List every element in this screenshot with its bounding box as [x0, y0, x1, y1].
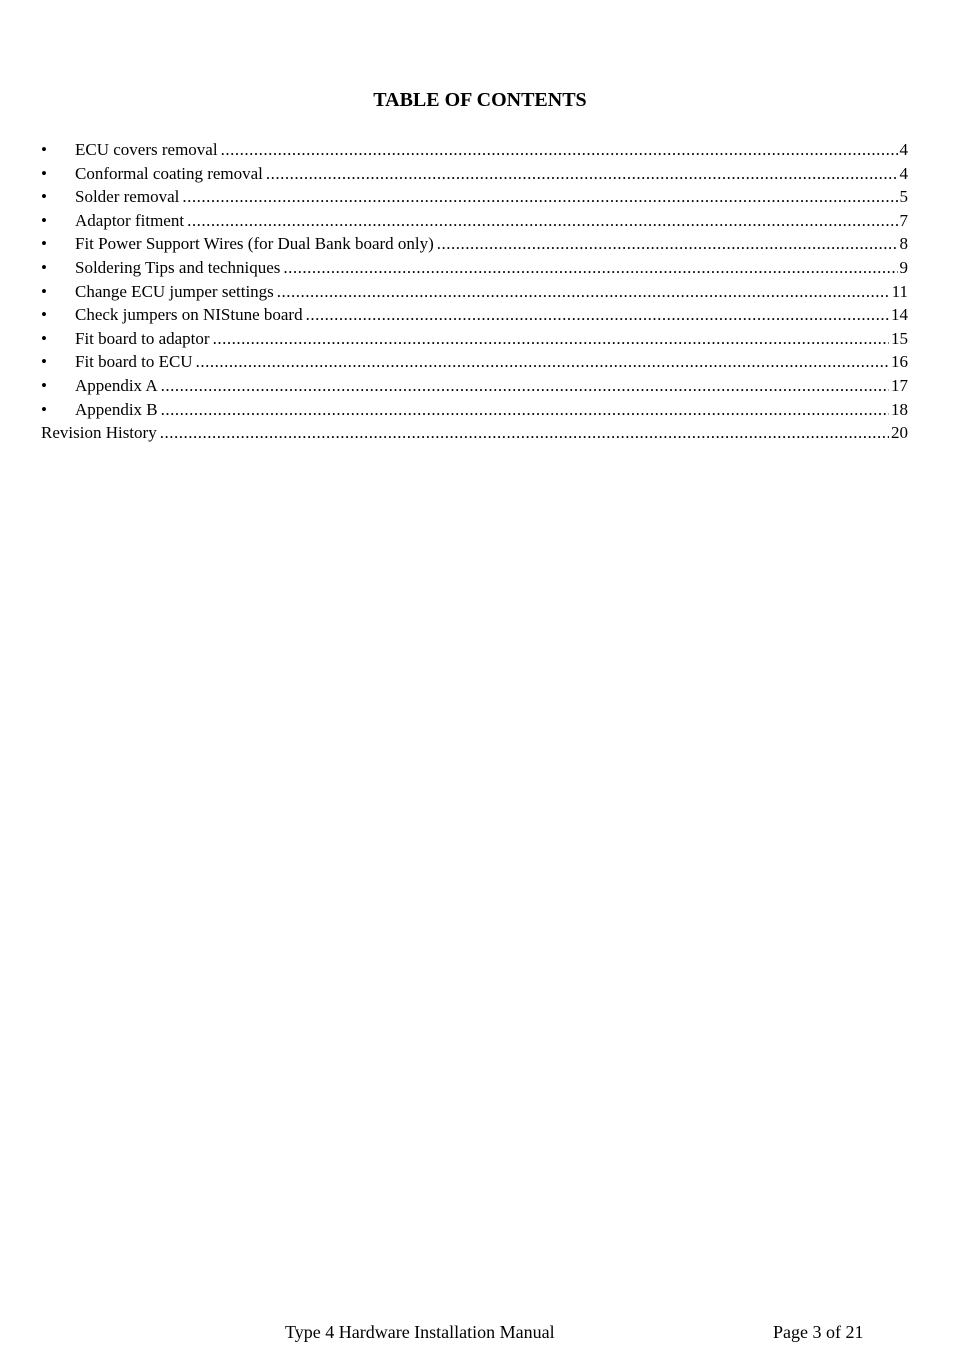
- toc-entry-page-number: 4: [899, 140, 908, 159]
- toc-entry-label: Soldering Tips and techniques: [75, 257, 281, 277]
- toc-entry-solder-removal[interactable]: [41, 185, 908, 209]
- footer-document-title: Type 4 Hardware Installation Manual: [285, 1322, 555, 1342]
- toc-entry-page-number: 7: [899, 210, 908, 230]
- dot-leader: [437, 232, 898, 256]
- dot-leader: [160, 421, 889, 445]
- toc-entry-label: Adaptor fitment: [75, 210, 185, 230]
- bullet-icon: •: [41, 140, 47, 159]
- toc-entry-check-jumpers[interactable]: [41, 303, 908, 327]
- toc-entry-page-number: 8: [899, 234, 908, 254]
- toc-entry-adaptor-fitment[interactable]: [41, 209, 908, 233]
- toc-entry-label: Fit board to adaptor: [75, 328, 210, 348]
- toc-entry-appendix-a[interactable]: [41, 374, 908, 398]
- toc-entry-label: Conformal coating removal: [75, 163, 263, 183]
- dot-leader: [182, 185, 897, 209]
- dot-leader: [306, 303, 889, 327]
- dot-leader: [283, 256, 897, 280]
- toc-entry-page-number: 20: [891, 423, 908, 443]
- page-footer: [0, 1322, 954, 1346]
- dot-leader: [277, 280, 890, 304]
- bullet-icon: •: [41, 399, 47, 419]
- toc-entry-page-number: 16: [891, 352, 908, 372]
- toc-entry-label: Revision History: [41, 423, 157, 443]
- bullet-icon: •: [41, 257, 47, 277]
- toc-entry-soldering-tips[interactable]: [41, 256, 908, 280]
- toc-entry-page-number: 9: [899, 257, 908, 277]
- bullet-icon: •: [41, 328, 47, 348]
- footer-page-number: Page 3 of 21: [773, 1322, 864, 1342]
- toc-entry-page-number: 4: [899, 163, 908, 183]
- toc-entry-revision-history[interactable]: [41, 421, 908, 445]
- toc-entry-page-number: 5: [899, 187, 908, 207]
- bullet-icon: •: [41, 352, 47, 372]
- toc-entry-page-number: 14: [891, 305, 908, 325]
- toc-entry-label: Fit Power Support Wires (for Dual Bank board only): [75, 234, 434, 254]
- toc-entry-label: Solder removal: [75, 187, 180, 207]
- table-of-contents: [41, 138, 908, 445]
- toc-entry-page-number: 18: [891, 399, 908, 419]
- toc-entry-label: Change ECU jumper settings: [75, 281, 274, 301]
- toc-entry-appendix-b[interactable]: [41, 398, 908, 422]
- dot-leader: [213, 327, 889, 351]
- toc-entry-change-ecu-jumper-settings[interactable]: [41, 280, 908, 304]
- toc-entry-page-number: 17: [891, 375, 908, 395]
- dot-leader: [266, 162, 898, 186]
- bullet-icon: •: [41, 163, 47, 183]
- toc-entry-label: ECU covers removal: [75, 140, 218, 159]
- toc-entry-page-number: 11: [891, 281, 908, 301]
- bullet-icon: •: [41, 187, 47, 207]
- bullet-icon: •: [41, 281, 47, 301]
- toc-entry-fit-board-to-ecu[interactable]: [41, 350, 908, 374]
- dot-leader: [161, 398, 889, 422]
- bullet-icon: •: [41, 210, 47, 230]
- toc-entry-label: Appendix A: [75, 375, 158, 395]
- dot-leader: [187, 209, 897, 233]
- bullet-icon: •: [41, 234, 47, 254]
- toc-entry-fit-power-support-wires[interactable]: [41, 232, 908, 256]
- bullet-icon: •: [41, 305, 47, 325]
- toc-entry-label: Appendix B: [75, 399, 158, 419]
- toc-entry-fit-board-to-adaptor[interactable]: [41, 327, 908, 351]
- toc-heading: TABLE OF CONTENTS: [373, 89, 587, 111]
- toc-entry-label: Check jumpers on NIStune board: [75, 305, 303, 325]
- toc-entry-conformal-coating-removal[interactable]: [41, 162, 908, 186]
- toc-entry-ecu-covers-removal[interactable]: [41, 138, 908, 162]
- bullet-icon: •: [41, 375, 47, 395]
- toc-entry-page-number: 15: [891, 328, 908, 348]
- dot-leader: [221, 138, 898, 162]
- toc-entry-label: Fit board to ECU: [75, 352, 193, 372]
- dot-leader: [161, 374, 889, 398]
- dot-leader: [196, 350, 889, 374]
